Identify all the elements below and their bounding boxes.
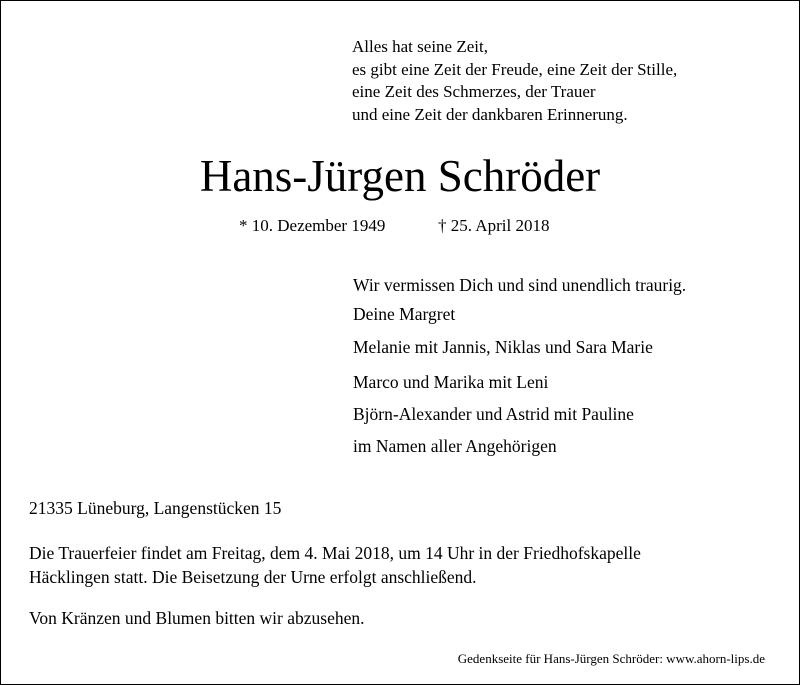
verse-line: es gibt eine Zeit der Freude, eine Zeit der Stille, — [352, 59, 678, 79]
mourner-line: Deine Margret — [353, 304, 456, 324]
birth-date: * 10. Dezember 1949 — [239, 216, 386, 235]
mourner-line: Melanie mit Jannis, Niklas und Sara Marie — [353, 337, 653, 357]
funeral-line: Häcklingen statt. Die Beisetzung der Urne erfolgt anschließend. — [29, 566, 477, 587]
verse-line: und eine Zeit der dankbaren Erinnerung. — [352, 104, 628, 124]
memorial-page-footer: Gedenkseite für Hans-Jürgen Schröder: www.ahorn-lips.de — [457, 651, 765, 666]
mourner-line: im Namen aller Angehörigen — [353, 436, 557, 456]
verse-line: eine Zeit des Schmerzes, der Trauer — [352, 82, 596, 101]
verse-block — [352, 36, 677, 126]
flowers-note: Von Kränzen und Blumen bitten wir abzusehen. — [29, 608, 365, 628]
funeral-notice — [29, 542, 641, 589]
mourner-line: Marco und Marika mit Leni — [353, 372, 549, 392]
mourner-line: Wir vermissen Dich und sind unendlich traurig. — [353, 275, 687, 295]
death-date: † 25. April 2018 — [438, 216, 550, 235]
deceased-name: Hans-Jürgen Schröder — [199, 151, 601, 201]
mourner-line: Björn-Alexander und Astrid mit Pauline — [353, 404, 634, 424]
funeral-line: Die Trauerfeier findet am Freitag, dem 4. Mai 2018, um 14 Uhr in der Friedhofskapelle — [29, 543, 641, 563]
verse-line: Alles hat seine Zeit, — [352, 37, 488, 56]
address: 21335 Lüneburg, Langenstücken 15 — [29, 498, 282, 518]
